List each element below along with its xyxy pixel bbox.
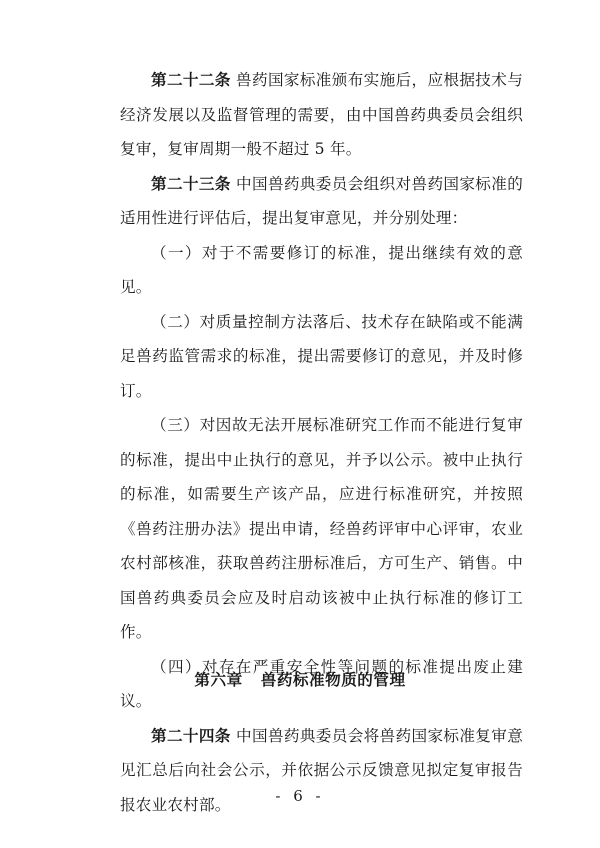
paragraph-item-3 (120, 408, 523, 650)
paragraph-text: （四）对存在严重安全性等问题的标准提出废止建议。 (120, 657, 523, 710)
paragraph-text: 中国兽药典委员会将兽药国家标准复审意见汇总后向社会公示，并依据公示反馈意见拟定复审报告报农业农村部。 (120, 726, 523, 814)
chapter-heading (0, 668, 600, 690)
chapter-title: 兽药标准物质的管理 (260, 671, 406, 689)
paragraph-item-1 (120, 236, 523, 305)
article-heading: 第二十三条 (151, 174, 231, 193)
paragraph-text: 中国兽药典委员会组织对兽药国家标准的适用性进行评估后，提出复审意见，并分别处理： (120, 174, 523, 227)
article-heading: 第二十二条 (151, 71, 231, 89)
article-heading: 第二十四条 (151, 726, 231, 745)
paragraph-article-23 (120, 167, 523, 236)
paragraph-article-22 (120, 63, 523, 167)
paragraph-item-2 (120, 305, 523, 409)
chapter-number: 第六章 (194, 671, 243, 689)
paragraph-text: （一）对于不需要修订的标准，提出继续有效的意见。 (120, 243, 523, 296)
paragraph-text: 兽药国家标准颁布实施后，应根据技术与经济发展以及监督管理的需要，由中国兽药典委员会组织复审，复审周期一般不超过 5 年。 (120, 71, 523, 158)
body-text (120, 63, 523, 822)
page-number: - 6 - (275, 787, 325, 805)
paragraph-text: （二）对质量控制方法落后、技术存在缺陷或不能满足兽药监管需求的标准，提出需要修订的意见，并及时修订。 (120, 312, 523, 400)
paragraph-text: （三）对因故无法开展标准研究工作而不能进行复审的标准，提出中止执行的意见，并予以公示。被中止执行的标准，如需要生产该产品，应进行标准研究，并按照《兽药注册办法》提出申请，经兽药评审中心评审，农业农村部核准，获取兽药注册标准后，方可生产、销售。中国兽药典委员会应及时启动该被中止执行标准的修订工作。 (120, 416, 523, 641)
paragraph-article-24 (120, 719, 523, 823)
